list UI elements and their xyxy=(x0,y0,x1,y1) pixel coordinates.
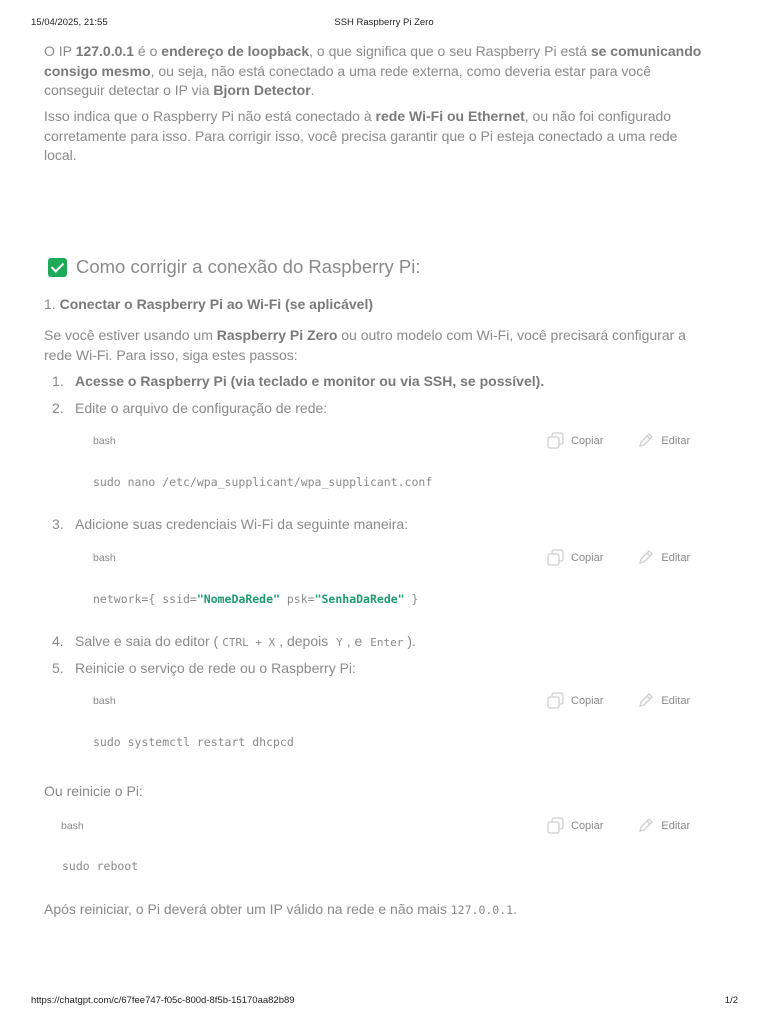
inline-code: 127.0.0.1 xyxy=(450,903,514,917)
pencil-icon xyxy=(637,817,655,834)
print-page-number: 1/2 xyxy=(724,995,738,1006)
code-language-label: bash xyxy=(93,695,116,707)
intro-paragraph-1: O IP 127.0.0.1 é o endereço de loopback, o que significa que o seu Raspberry Pi está se comunicando consigo mesmo, ou seja, não está conectado a uma rede externa, como deveria estar para você conseguir detectar o IP via Bjorn Detector. xyxy=(44,43,702,98)
copy-button[interactable]: Copiar xyxy=(547,432,603,449)
code-language-label: bash xyxy=(61,820,84,832)
list-item: 3. Adicione suas credenciais Wi-Fi da seguinte maneira: xyxy=(52,516,409,532)
code-language-label: bash xyxy=(93,435,116,447)
wifi-paragraph: Se você estiver usando um Raspberry Pi Zero ou outro modelo com Wi-Fi, você precisará configurar a rede Wi-Fi. Para isso, siga estes passos: xyxy=(44,327,686,363)
edit-button[interactable]: Editar xyxy=(637,692,690,709)
intro-paragraph-2: Isso indica que o Raspberry Pi não está conectado à rede Wi-Fi ou Ethernet, ou não foi configurado corretamente para isso. Para corrigir isso, você precisa garantir que o Pi esteja conectado a uma rede local. xyxy=(44,108,678,163)
or-reboot-text: Ou reinicie o Pi: xyxy=(44,783,143,799)
code-toolbar xyxy=(547,692,690,709)
pencil-icon xyxy=(637,692,655,709)
code-line: sudo reboot xyxy=(62,859,139,873)
kbd-shortcut: Y xyxy=(336,636,343,649)
after-reboot-text: Após reiniciar, o Pi deverá obter um IP válido na rede e não mais 127.0.0.1. xyxy=(44,901,517,917)
copy-icon xyxy=(547,549,565,566)
pencil-icon xyxy=(637,432,655,449)
copy-button[interactable]: Copiar xyxy=(547,692,603,709)
kbd-shortcut: Enter xyxy=(370,636,404,649)
code-language-label: bash xyxy=(93,552,116,564)
list-item: 2. Edite o arquivo de configuração de rede: xyxy=(52,400,328,416)
print-datetime: 15/04/2025, 21:55 xyxy=(31,17,108,28)
edit-button[interactable]: Editar xyxy=(637,549,690,566)
check-mark-icon xyxy=(48,258,67,277)
copy-icon xyxy=(547,817,565,834)
edit-button[interactable]: Editar xyxy=(637,817,690,834)
kbd-shortcut: CTRL + X xyxy=(222,636,276,649)
code-toolbar xyxy=(547,817,690,834)
edit-button[interactable]: Editar xyxy=(637,432,690,449)
copy-icon xyxy=(547,692,565,709)
copy-icon xyxy=(547,432,565,449)
step-heading: 1. Conectar o Raspberry Pi ao Wi-Fi (se aplicável) xyxy=(44,296,373,312)
section-title: Como corrigir a conexão do Raspberry Pi: xyxy=(76,256,421,277)
list-item: 1. Acesse o Raspberry Pi (via teclado e monitor ou via SSH, se possível). xyxy=(52,373,545,389)
list-item: 4. Salve e saia do editor ( CTRL + X , depois Y , e Enter ). xyxy=(52,633,416,649)
code-line: network={ ssid="NomeDaRede" psk="SenhaDaRede" } xyxy=(93,592,419,606)
list-item: 5. Reinicie o serviço de rede ou o Raspberry Pi: xyxy=(52,660,356,676)
copy-button[interactable]: Copiar xyxy=(547,817,603,834)
print-title: SSH Raspberry Pi Zero xyxy=(334,17,434,28)
section-heading xyxy=(48,256,420,278)
code-line: sudo nano /etc/wpa_supplicant/wpa_supplicant.conf xyxy=(93,475,433,489)
copy-button[interactable]: Copiar xyxy=(547,549,603,566)
code-line: sudo systemctl restart dhcpcd xyxy=(93,735,294,749)
print-url: https://chatgpt.com/c/67fee747-f05c-800d-8f5b-15170aa82b89 xyxy=(31,995,295,1006)
pencil-icon xyxy=(637,549,655,566)
code-toolbar xyxy=(547,432,690,449)
code-toolbar xyxy=(547,549,690,566)
